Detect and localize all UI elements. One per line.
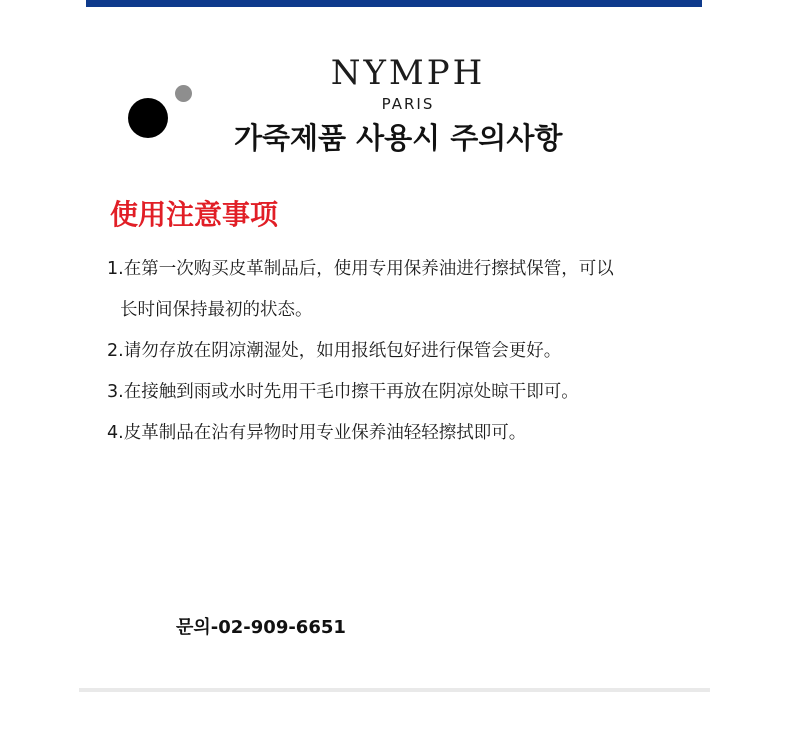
- top-accent-bar: [86, 0, 702, 7]
- contact-phone: 문의-02-909-6651: [176, 617, 346, 638]
- notice-item-3: 3.在接触到雨或水时先用干毛巾擦干再放在阴凉处晾干即可。: [107, 382, 579, 402]
- notice-list: [107, 252, 727, 457]
- korean-heading: 가죽제품 사용시 주의사항: [234, 121, 563, 155]
- notice-title: 使用注意事项: [110, 198, 279, 231]
- notice-item-1: 1.在第一次购买皮革制品后，使用专用保养油进行擦拭保管，可以: [107, 259, 614, 279]
- notice-item-1-continued: 长时间保持最初的状态。: [120, 300, 313, 320]
- logo-black-dot-icon: [128, 98, 168, 138]
- notice-item-2: 2.请勿存放在阴凉潮湿处，如用报纸包好进行保管会更好。: [107, 341, 562, 361]
- brand-city: PARIS: [381, 95, 435, 113]
- bottom-divider: [79, 688, 710, 692]
- brand-name: NYMPH: [330, 53, 486, 93]
- notice-item-4: 4.皮革制品在沾有异物时用专业保养油轻轻擦拭即可。: [107, 423, 527, 443]
- logo-gray-dot-icon: [175, 85, 192, 102]
